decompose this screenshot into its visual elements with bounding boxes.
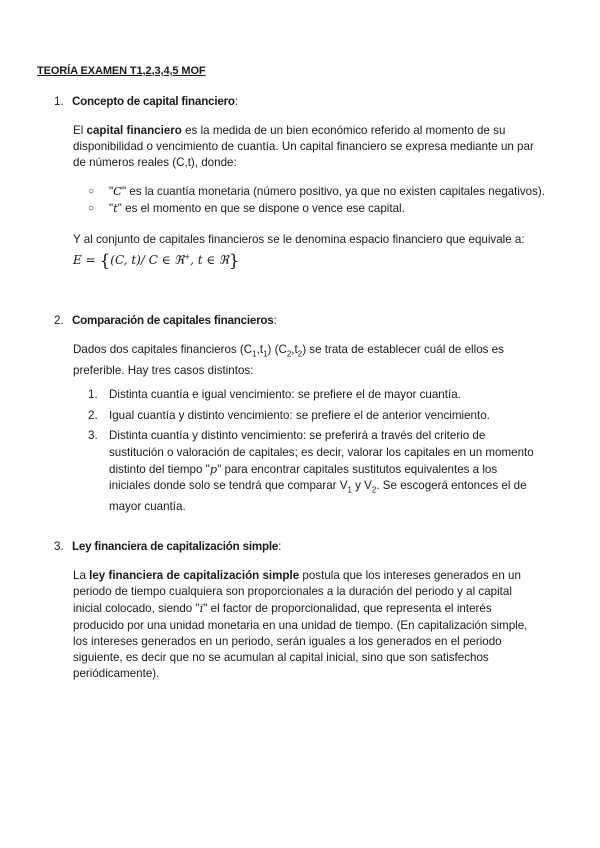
section-1-paragraph-2: Y al conjunto de capitales financieros se le denomina espacio financiero que equivale a: [73,233,525,246]
list-item: 3. Distinta cuantía y distinto vencimiento: se preferirá a través del criterio de sustitución o valoración de capitales; es decir, valorar los capitales en un momento distinto del tiempo "p" para encontrar capitales sustitutos equivalentes a los iniciales donde solo se tendrá que comparar $V_1$ y $V_2$. Se escogerá entonces el de mayor cuantía. [88,429,534,513]
list-item: 2. Igual cuantía y distinto vencimiento: se prefiere el de anterior vencimiento. [88,408,490,422]
financial-space-formula: E = {(C, t)/ C ∈ ℜ+, t ∈ ℜ} [73,251,240,271]
section-3-heading: 3. Ley financiera de capitalización simple: [54,540,282,553]
section-number: 1. [54,95,64,108]
circle-bullet-icon: ○ [88,203,95,214]
section-2-heading: 2. Comparación de capitales financieros: [54,314,277,327]
section-number: 2. [54,314,64,327]
list-item: ○ "C" es la cuantía monetaria (número positivo, ya que no existen capitales negativos). [88,184,546,198]
list-item: ○ "t" es el momento en que se dispone o vence ese capital. [88,201,405,215]
section-3-paragraph-1: La ley financiera de capitalización simple postula que los intereses generados en un periodo de tiempo cualquiera son proporcionales a la duración del periodo y al capital inicial colocado, siendo "i" el factor de proporcionalidad, que representa el interés producido por una unidad monetaria en una unidad de tiempo. (En capitalización simple, los intereses generados en un periodo, serán iguales a los generados en el periodo siguiente, es decir que no se acumulan al capital inicial, sino que son satisfechos periódicamente). [73,569,528,681]
section-2-numbered-list [88,387,538,519]
section-1-bullet-list [88,183,548,217]
section-1-heading: 1. Concepto de capital financiero: [54,95,239,108]
section-1-paragraph-1: El capital financiero es la medida de un bien económico referido al momento de su disponibilidad o vencimiento de cuantía. Un capital financiero se expresa mediante un par de números reales (C,t), donde: [73,124,534,170]
section-2-paragraph-1: Dados dos capitales financieros $(C_1,t_1)$ $(C_2,t_2)$ se trata de establecer cuál de ellos es preferible. Hay tres casos distintos: [73,343,504,377]
section-title: Ley financiera de capitalización simple [72,540,279,553]
section-title: Comparación de capitales financieros [72,314,274,327]
list-item: 1. Distinta cuantía e igual vencimiento: se prefiere el de mayor cuantía. [88,388,461,401]
section-number: 3. [54,540,64,553]
section-title: Concepto de capital financiero [72,95,235,108]
document-title: TEORÍA EXAMEN T1,2,3,4,5 MOF [37,65,206,77]
circle-bullet-icon: ○ [88,186,95,197]
